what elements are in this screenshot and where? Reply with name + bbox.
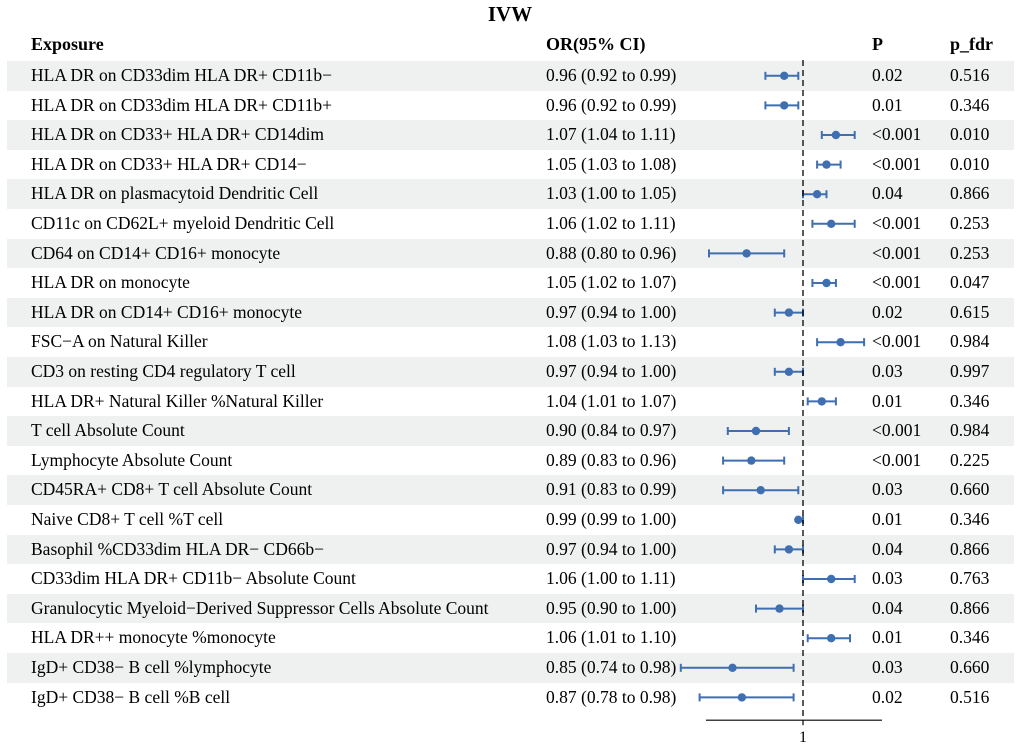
row-p: 0.04	[872, 538, 903, 559]
header-exposure: Exposure	[31, 34, 104, 54]
row-exposure: T cell Absolute Count	[31, 420, 185, 441]
row-p: <0.001	[872, 272, 922, 293]
header-p: P	[872, 34, 883, 54]
row-exposure: CD3 on resting CD4 regulatory T cell	[31, 361, 296, 381]
point-estimate	[780, 72, 788, 80]
row-or-ci: 1.06 (1.01 to 1.10)	[546, 627, 677, 648]
row-exposure: CD11c on CD62L+ myeloid Dendritic Cell	[31, 213, 335, 233]
row-exposure: HLA DR on plasmacytoid Dendritic Cell	[31, 183, 319, 204]
row-p: 0.04	[872, 597, 903, 618]
chart-title: IVW	[487, 2, 533, 26]
point-estimate	[752, 427, 760, 435]
row-exposure: IgD+ CD38− B cell %B cell	[31, 686, 231, 707]
row-exposure: Basophil %CD33dim HLA DR− CD66b−	[31, 538, 324, 559]
row-or-ci: 1.05 (1.02 to 1.07)	[546, 272, 677, 293]
row-exposure: CD45RA+ CD8+ T cell Absolute Count	[31, 479, 313, 500]
point-estimate	[827, 575, 835, 583]
row-exposure: HLA DR on CD33+ HLA DR+ CD14dim	[31, 124, 324, 145]
row-or-ci: 1.06 (1.00 to 1.11)	[546, 568, 676, 589]
row-or-ci: 1.06 (1.02 to 1.11)	[546, 213, 676, 233]
point-estimate	[742, 249, 750, 257]
row-p: 0.02	[872, 65, 903, 85]
row-p-fdr: 0.660	[950, 479, 990, 500]
row-p: <0.001	[872, 153, 922, 174]
point-estimate	[794, 516, 802, 524]
point-estimate	[728, 664, 736, 672]
row-or-ci: 0.96 (0.92 to 0.99)	[546, 94, 677, 115]
header-or-ci: OR(95% CI)	[546, 34, 646, 54]
row-p: 0.03	[872, 568, 903, 589]
point-estimate	[818, 397, 826, 405]
header-p-fdr: p_fdr	[950, 34, 994, 54]
row-exposure: HLA DR on monocyte	[31, 272, 190, 293]
row-p: 0.01	[872, 94, 903, 115]
row-or-ci: 0.90 (0.84 to 0.97)	[546, 420, 677, 441]
row-p-fdr: 0.997	[950, 361, 990, 381]
row-p-fdr: 0.516	[950, 65, 990, 85]
point-estimate	[785, 368, 793, 376]
row-p-fdr: 0.346	[950, 509, 990, 529]
row-p-fdr: 0.866	[950, 538, 990, 559]
row-exposure: Naive CD8+ T cell %T cell	[31, 509, 224, 529]
row-exposure: HLA DR on CD33+ HLA DR+ CD14−	[31, 153, 307, 174]
row-or-ci: 0.99 (0.99 to 1.00)	[546, 509, 677, 529]
row-p-fdr: 0.660	[950, 657, 990, 677]
row-p-fdr: 0.010	[950, 153, 990, 174]
row-p-fdr: 0.225	[950, 449, 990, 470]
row-or-ci: 1.07 (1.04 to 1.11)	[546, 124, 676, 145]
row-p: <0.001	[872, 420, 922, 441]
row-p: 0.03	[872, 479, 903, 500]
row-p-fdr: 0.984	[950, 331, 990, 352]
row-or-ci: 0.97 (0.94 to 1.00)	[546, 361, 677, 381]
row-or-ci: 1.08 (1.03 to 1.13)	[546, 331, 677, 352]
row-or-ci: 1.03 (1.00 to 1.05)	[546, 183, 677, 204]
row-p-fdr: 0.346	[950, 390, 990, 411]
row-p-fdr: 0.346	[950, 627, 990, 648]
row-p-fdr: 0.866	[950, 183, 990, 204]
row-or-ci: 1.05 (1.03 to 1.08)	[546, 153, 677, 174]
row-p: 0.01	[872, 509, 903, 529]
point-estimate	[836, 338, 844, 346]
point-estimate	[738, 693, 746, 701]
row-p-fdr: 0.615	[950, 301, 990, 322]
row-or-ci: 0.87 (0.78 to 0.98)	[546, 686, 677, 707]
row-p: <0.001	[872, 213, 922, 233]
row-or-ci: 1.04 (1.01 to 1.07)	[546, 390, 677, 411]
point-estimate	[822, 279, 830, 287]
point-estimate	[827, 220, 835, 228]
row-exposure: Lymphocyte Absolute Count	[31, 449, 233, 470]
row-exposure: Granulocytic Myeloid−Derived Suppressor Cells Absolute Count	[31, 597, 489, 618]
row-or-ci: 0.88 (0.80 to 0.96)	[546, 242, 677, 263]
row-p: 0.02	[872, 686, 903, 707]
point-estimate	[832, 131, 840, 139]
x-tick-label: 1	[799, 729, 807, 747]
row-p-fdr: 0.346	[950, 94, 990, 115]
row-p: 0.04	[872, 183, 903, 204]
row-p: <0.001	[872, 242, 922, 263]
point-estimate	[775, 604, 783, 612]
row-or-ci: 0.97 (0.94 to 1.00)	[546, 301, 677, 322]
row-p: <0.001	[872, 449, 922, 470]
row-or-ci: 0.91 (0.83 to 0.99)	[546, 479, 677, 500]
row-or-ci: 0.97 (0.94 to 1.00)	[546, 538, 677, 559]
row-p-fdr: 0.516	[950, 686, 990, 707]
row-p: <0.001	[872, 124, 922, 145]
point-estimate	[780, 101, 788, 109]
point-estimate	[747, 456, 755, 464]
row-exposure: CD64 on CD14+ CD16+ monocyte	[31, 242, 281, 263]
row-p: 0.01	[872, 627, 903, 648]
point-estimate	[785, 545, 793, 553]
row-p: <0.001	[872, 331, 922, 352]
point-estimate	[785, 308, 793, 316]
point-estimate	[813, 190, 821, 198]
row-p-fdr: 0.984	[950, 420, 990, 441]
row-exposure: HLA DR on CD33dim HLA DR+ CD11b−	[31, 65, 333, 85]
row-p: 0.01	[872, 390, 903, 411]
row-p-fdr: 0.253	[950, 213, 990, 233]
row-exposure: FSC−A on Natural Killer	[31, 331, 208, 352]
row-p: 0.03	[872, 657, 903, 677]
row-p: 0.02	[872, 301, 903, 322]
row-p: 0.03	[872, 361, 903, 381]
row-or-ci: 0.89 (0.83 to 0.96)	[546, 449, 677, 470]
point-estimate	[822, 160, 830, 168]
row-or-ci: 0.85 (0.74 to 0.98)	[546, 657, 677, 677]
row-exposure: HLA DR on CD14+ CD16+ monocyte	[31, 301, 303, 322]
row-p-fdr: 0.047	[950, 272, 990, 293]
row-exposure: HLA DR+ Natural Killer %Natural Killer	[31, 390, 324, 411]
row-p-fdr: 0.763	[950, 568, 990, 589]
row-exposure: CD33dim HLA DR+ CD11b− Absolute Count	[31, 568, 356, 589]
row-exposure: HLA DR++ monocyte %monocyte	[31, 627, 276, 648]
row-exposure: HLA DR on CD33dim HLA DR+ CD11b+	[31, 94, 333, 115]
row-or-ci: 0.96 (0.92 to 0.99)	[546, 65, 677, 85]
row-p-fdr: 0.010	[950, 124, 990, 145]
point-estimate	[827, 634, 835, 642]
row-p-fdr: 0.253	[950, 242, 990, 263]
point-estimate	[757, 486, 765, 494]
row-p-fdr: 0.866	[950, 597, 990, 618]
row-or-ci: 0.95 (0.90 to 1.00)	[546, 597, 677, 618]
row-exposure: IgD+ CD38− B cell %lymphocyte	[31, 657, 272, 677]
